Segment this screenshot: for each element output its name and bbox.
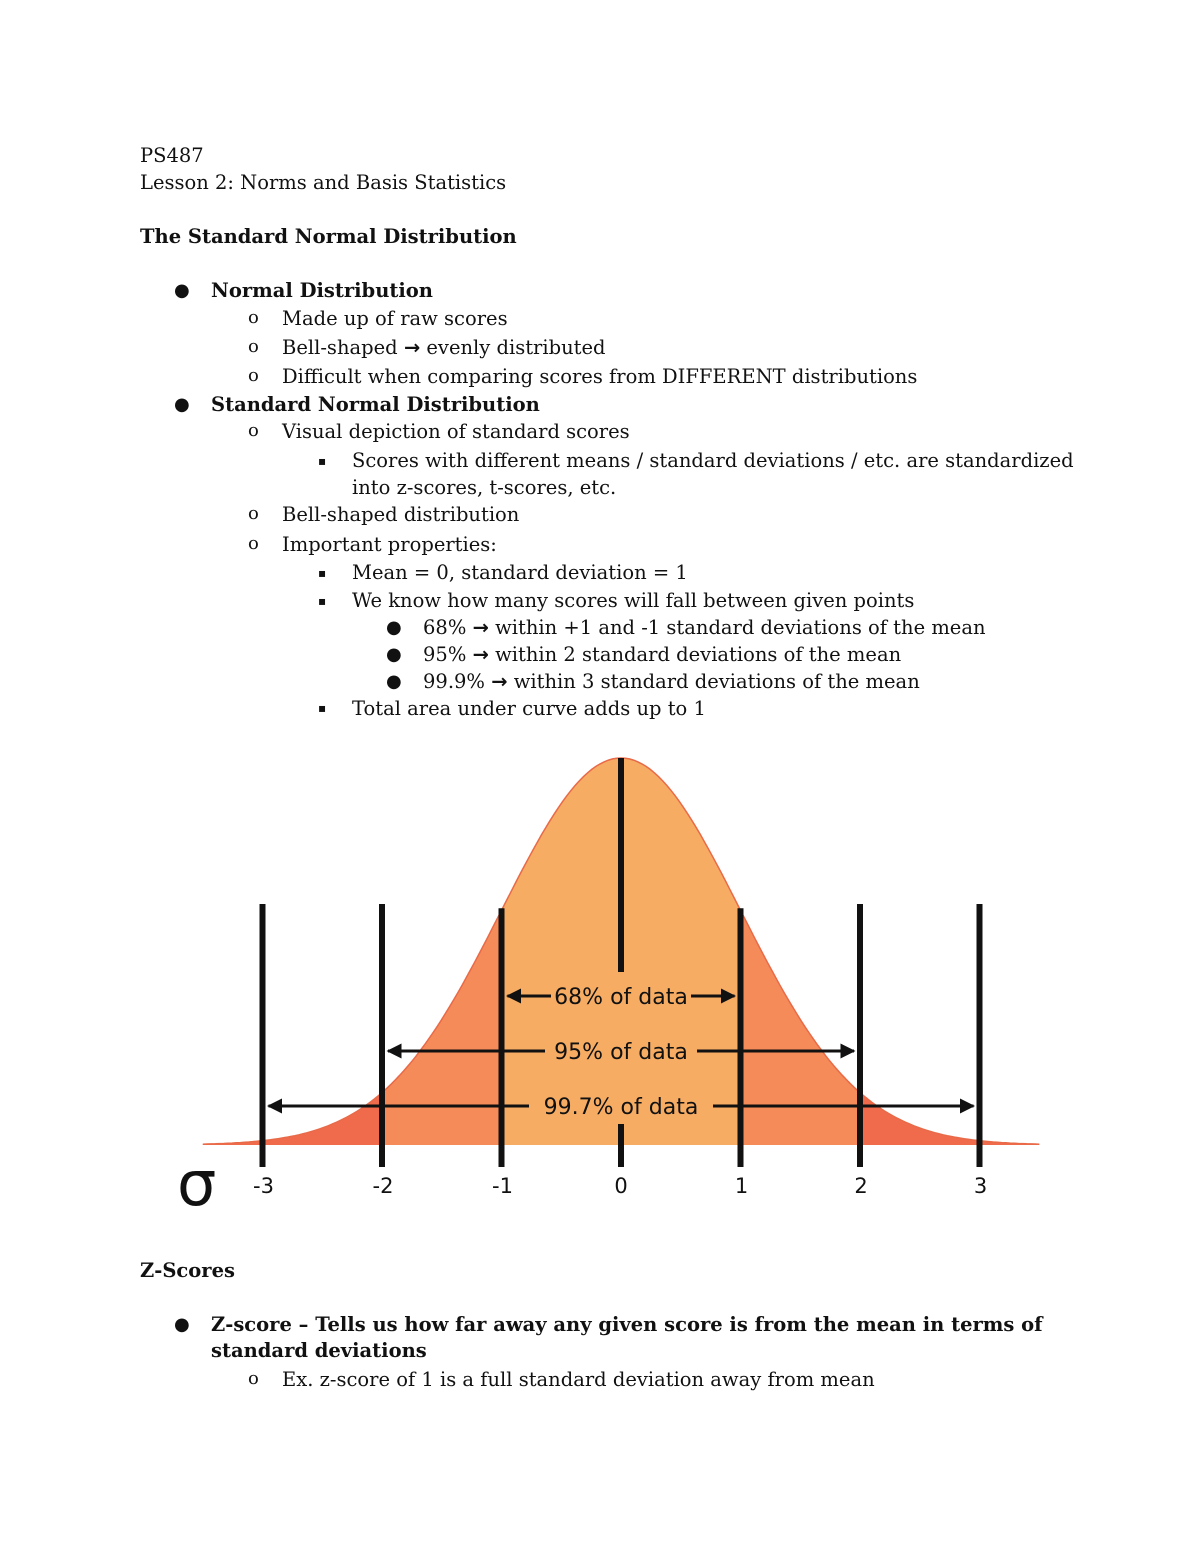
curve-region-3 [203, 1093, 382, 1145]
tick-label: 0 [614, 1174, 628, 1198]
lesson-title: Lesson 2: Norms and Basis Statistics [140, 171, 507, 194]
bullet-standard-normal-distribution: Standard Normal Distribution [211, 393, 540, 416]
z-score-definition-line1: Z-score – Tells us how far away any given score is from the mean in terms of [211, 1313, 1043, 1336]
sub-item-comparing: Difficult when comparing scores from DIFFERENT distributions [282, 365, 918, 388]
sub-item-raw-scores: Made up of raw scores [282, 307, 508, 330]
sub-item-visual-depiction: Visual depiction of standard scores [282, 420, 630, 443]
arrow-right-icon: → [472, 616, 489, 639]
tick-label: -1 [492, 1174, 513, 1198]
tick-label: -2 [372, 1174, 394, 1198]
bullet-circle: o [248, 307, 259, 328]
property-scores-between-points: We know how many scores will fall between given points [352, 589, 915, 612]
sub-item-important-properties: Important properties: [282, 533, 497, 556]
bullet-circle: o [248, 365, 259, 386]
rule-68: 68% → within +1 and -1 standard deviations of the mean [423, 616, 986, 639]
bullet-disc: ● [174, 1314, 190, 1335]
range-label-1: 95% of data [554, 1040, 688, 1065]
bullet-circle: o [248, 336, 259, 357]
bullet-disc: ● [174, 280, 190, 301]
bullet-disc: ● [386, 671, 402, 692]
arrow-right-icon: → [491, 670, 508, 693]
sub-sub-item-standardized-line1: Scores with different means / standard deviations / etc. are standardized [352, 449, 1074, 472]
bullet-disc: ● [386, 617, 402, 638]
bullet-square: ▪ [318, 566, 327, 580]
tick-label: 2 [854, 1174, 868, 1198]
course-code: PS487 [140, 144, 204, 167]
z-score-example: Ex. z-score of 1 is a full standard deviation away from mean [282, 1368, 875, 1391]
curve-region-4 [860, 1093, 1039, 1145]
section-heading-z-scores: Z-Scores [140, 1259, 235, 1282]
arrow-right-icon: → [403, 336, 421, 359]
bullet-circle: o [248, 420, 259, 441]
rule-95: 95% → within 2 standard deviations of the mean [423, 643, 902, 666]
tick-label: 1 [734, 1174, 749, 1198]
sub-sub-item-standardized-line2: into z-scores, t-scores, etc. [352, 476, 617, 499]
rule-99: 99.9% → within 3 standard deviations of the mean [423, 670, 920, 693]
bullet-square: ▪ [318, 701, 327, 715]
bullet-disc: ● [386, 644, 402, 665]
tick-label: -3 [253, 1174, 274, 1198]
bullet-disc: ● [174, 394, 190, 415]
range-label-2: 99.7% of data [543, 1095, 699, 1120]
bullet-normal-distribution: Normal Distribution [211, 279, 433, 302]
bullet-circle: o [248, 533, 259, 554]
tick-label: 3 [973, 1174, 988, 1198]
range-label-0: 68% of data [554, 985, 688, 1010]
sigma-axis-label: σ [177, 1147, 217, 1220]
bullet-circle: o [248, 503, 259, 524]
bullet-square: ▪ [318, 454, 327, 468]
section-heading-standard-normal: The Standard Normal Distribution [140, 225, 517, 248]
arrow-right-icon: → [472, 643, 489, 666]
property-mean-sd: Mean = 0, standard deviation = 1 [352, 561, 688, 584]
property-total-area: Total area under curve adds up to 1 [352, 697, 706, 720]
sub-item-bell-shaped: Bell-shaped → evenly distributed [282, 336, 606, 359]
bullet-circle: o [248, 1368, 259, 1389]
bullet-square: ▪ [318, 594, 327, 608]
z-score-definition-line2: standard deviations [211, 1339, 427, 1362]
sub-item-bell-shaped-distribution: Bell-shaped distribution [282, 503, 520, 526]
